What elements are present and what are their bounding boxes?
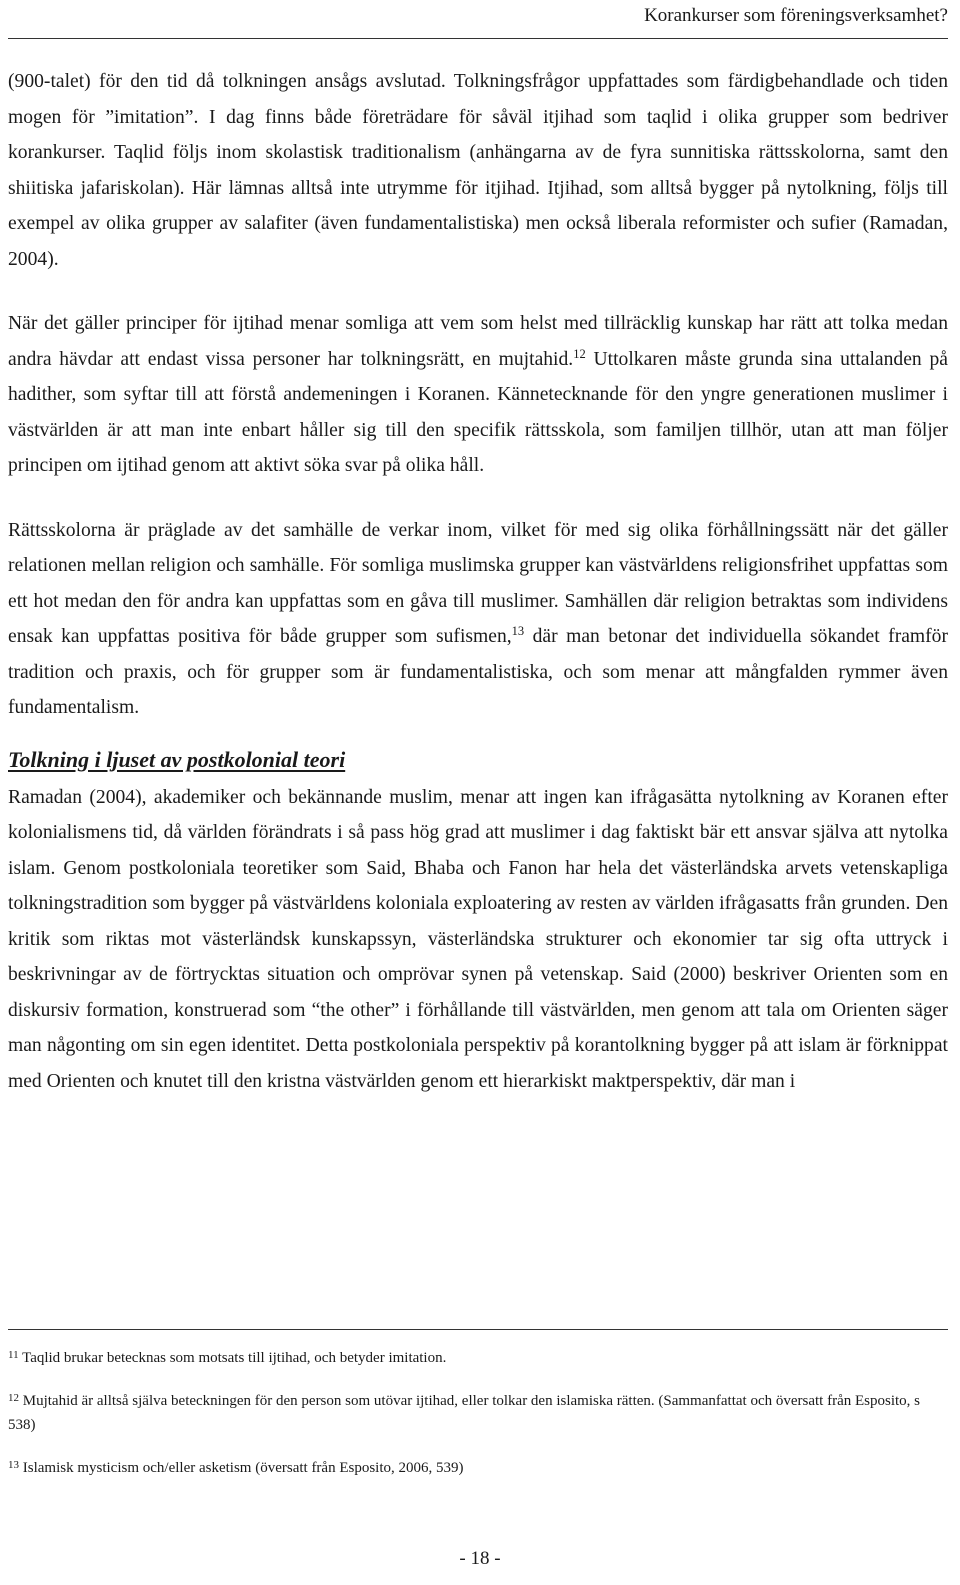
paragraph-2-text-a: När det gäller principer för ijtihad menar somliga att vem som helst med tillräcklig kunskap har rätt att tolka medan andra hävdar att endast vissa personer har tolkningsrätt, en mujtahid. [8, 313, 948, 370]
paragraph-4: Ramadan (2004), akademiker och bekännande muslim, menar att ingen kan ifrågasätta nytolkning av Koranen efter kolonialismens tid, då världen förändrats i så pass hög grad att muslimer i dag faktiskt bär ett ansvar själva att nytolka islam. Genom postkoloniala teoretiker som Said, Bhaba och Fanon har hela det västerländska arvets vetenskapliga tolkningstradition som bygger på västvärldens koloniala exploatering av resten av världen ifrågasatts från grunden. Den kritik som riktas mot västerländsk kunskapssyn, västerländska strukturer och ekonomier tar sig ofta uttryck i beskrivningar av de förtrycktas situation och omprövar synen på vetenskap. Said (2000) beskriver Orienten som en diskursiv formation, konstruerad som “the other” i förhållande till västvärlden, men genom att tala om Orienten säger man någonting om sin egen identitet. Detta postkoloniala perspektiv på korantolkning bygger på att islam är förknippat med Orienten och knutet till den kristna västvärlden genom ett hierarkiskt maktperspektiv, där man i [8, 786, 948, 1092]
footnote-divider [8, 1329, 948, 1330]
paragraph-3-text-a: Rättsskolorna är präglade av det samhälle de verkar inom, vilket för med sig olika förhållningssätt när det gäller relationen mellan religion och samhälle. För somliga muslimska grupper kan västvärldens religionsfrihet uppfattas som ett hot medan den för andra kan uppfattas som en gåva till muslimer. Samhällen där religion betraktas som individens ensak kan uppfattas positiva för både grupper som sufismen, [8, 519, 948, 647]
paragraph-2-text-b: Uttolkaren måste grunda sina uttalanden på hadither, som syftar till att förstå andemeningen i Koranen. Kännetecknande för den yngre generationen muslimer i västvärlden är att man inte enbart håller sig till den specifik rättsskola, som familjen tillhör, utan att man följer principen om ijtihad genom att aktivt söka svar på olika håll. [8, 348, 948, 476]
footnotes [8, 1346, 948, 1499]
footnote-number: 12 [8, 1392, 19, 1404]
footnote-12 [8, 1389, 948, 1437]
paragraph-1: (900-talet) för den tid då tolkningen ansågs avslutad. Tolkningsfrågor uppfattades som färdigbehandlade och tiden mogen för ”imitation”. I dag finns både företrädare för såväl itjihad som taqlid i olika grupper som bedriver korankurser. Taqlid följs inom skolastisk traditionalism (anhängarna av de fyra sunnitiska rättsskolorna, samt den shiitiska jafariskolan). Här lämnas alltså inte utrymme för itjihad. Itjihad, som alltså bygger på nytolkning, följs till exempel av olika grupper av salafiter (även fundamentalistiska) men också liberala reformister och sufier (Ramadan, 2004). [8, 71, 948, 270]
footnote-13 [8, 1456, 948, 1480]
running-header: Korankurser som föreningsverksamhet? [644, 5, 948, 26]
footnote-text: Mujtahid är alltså själva beteckningen för den person som utövar ijtihad, eller tolkar den islamiska rätten. (Sammanfattat och översatt från Esposito, s 538) [8, 1393, 920, 1433]
footnote-text: Islamisk mysticism och/eller asketism (översatt från Esposito, 2006, 539) [19, 1460, 464, 1476]
footnote-text: Taqlid brukar betecknas som motsats till ijtihad, och betyder imitation. [18, 1350, 447, 1366]
footnote-number: 13 [8, 1459, 19, 1471]
section-heading: Tolkning i ljuset av postkolonial teori [8, 746, 346, 772]
footnote-ref-12[interactable]: 12 [573, 346, 586, 361]
paragraph-3 [8, 513, 948, 726]
paragraph-2 [8, 306, 948, 484]
footnote-number: 11 [8, 1349, 19, 1361]
page-number: - 18 - [459, 1548, 501, 1569]
footnote-ref-13[interactable]: 13 [511, 624, 525, 638]
header-divider [8, 38, 948, 39]
body-text [8, 64, 948, 1128]
footnote-11 [8, 1346, 948, 1370]
paragraph-3-text-b: där man betonar det individuella sökandet framför tradition och praxis, och för grupper som är fundamentalistiska, och som menar att mångfalden rymmer även fundamentalism. [8, 626, 948, 718]
